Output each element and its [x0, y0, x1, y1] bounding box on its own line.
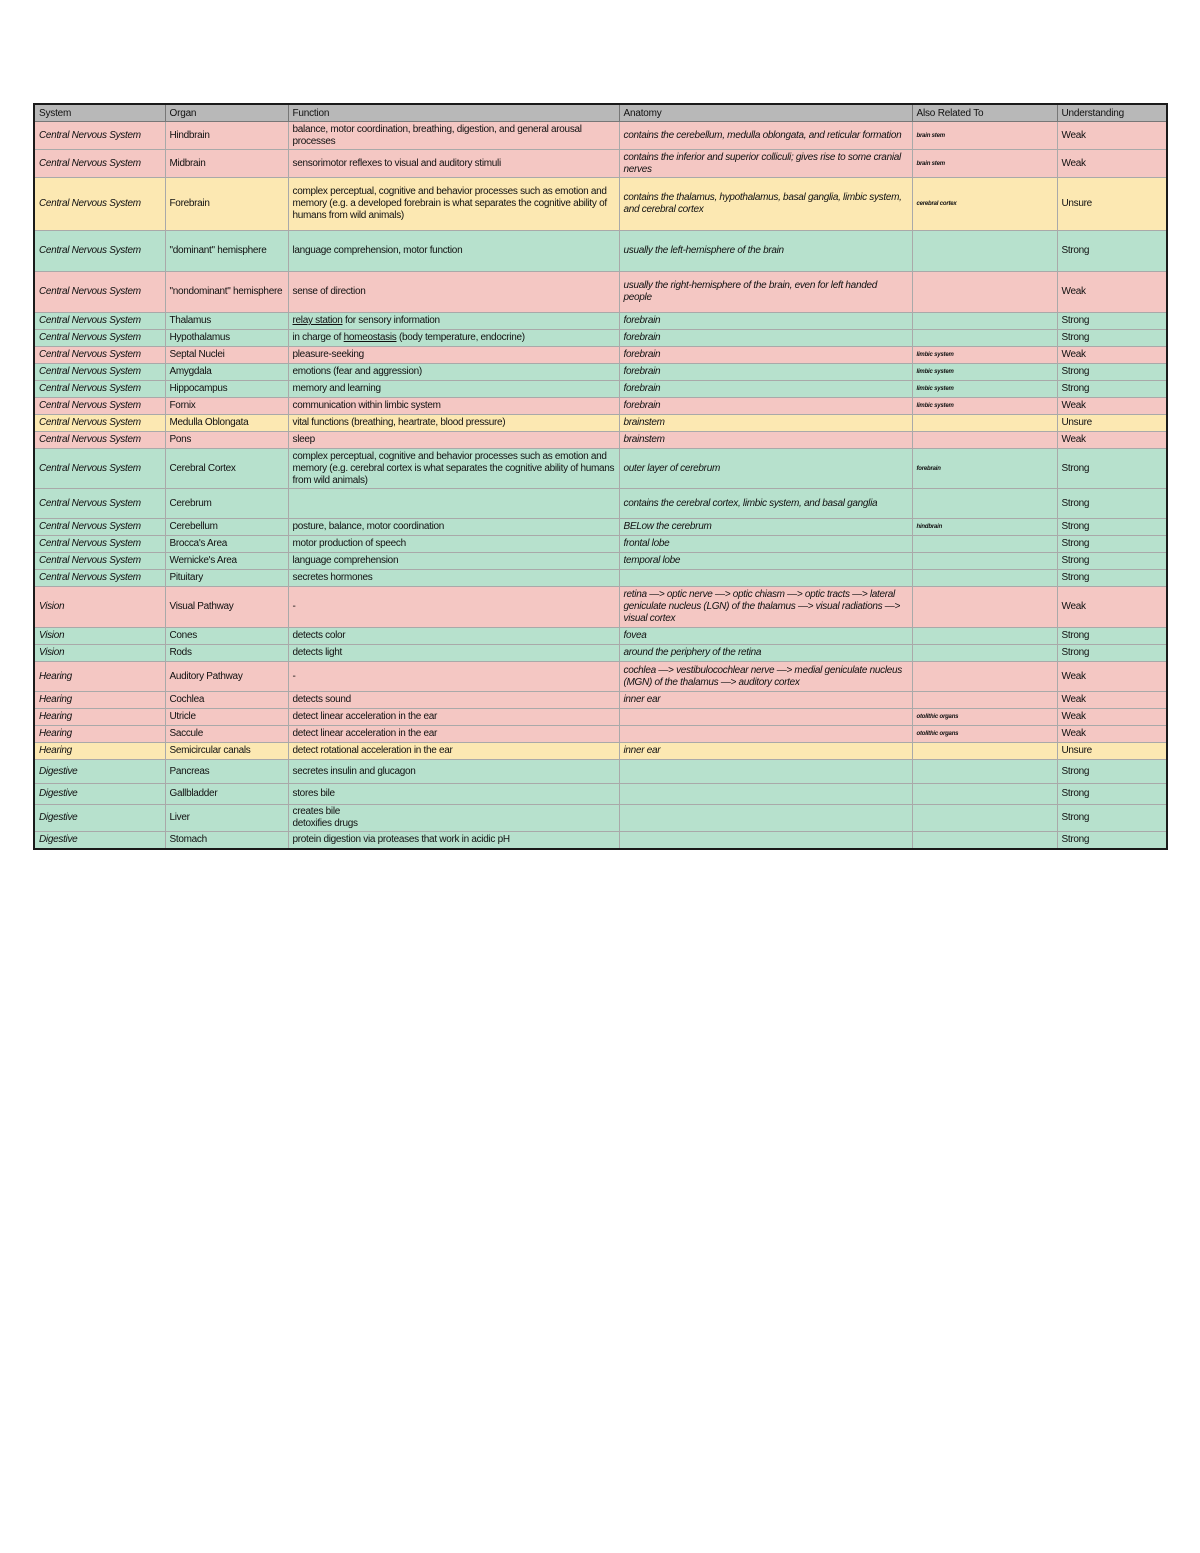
cell-function[interactable]: detects light: [288, 645, 619, 662]
cell-related[interactable]: [912, 570, 1057, 587]
cell-organ[interactable]: Visual Pathway: [165, 587, 288, 628]
cell-system[interactable]: Central Nervous System: [34, 178, 165, 231]
cell-related[interactable]: [912, 432, 1057, 449]
cell-function[interactable]: detects sound: [288, 692, 619, 709]
cell-system[interactable]: Hearing: [34, 709, 165, 726]
cell-function[interactable]: emotions (fear and aggression): [288, 364, 619, 381]
cell-anatomy[interactable]: [619, 760, 912, 784]
cell-system[interactable]: Central Nervous System: [34, 415, 165, 432]
table-row: [34, 347, 1167, 364]
cell-related[interactable]: [912, 313, 1057, 330]
table-row: [34, 313, 1167, 330]
cell-related[interactable]: forebrain: [912, 449, 1057, 489]
cell-anatomy[interactable]: forebrain: [619, 313, 912, 330]
cell-understanding[interactable]: Strong: [1057, 313, 1167, 330]
cell-understanding[interactable]: Weak: [1057, 122, 1167, 150]
cell-anatomy[interactable]: outer layer of cerebrum: [619, 449, 912, 489]
cell-function[interactable]: -: [288, 587, 619, 628]
table-row: [34, 330, 1167, 347]
cell-related[interactable]: [912, 330, 1057, 347]
table-row: [34, 645, 1167, 662]
cell-related[interactable]: [912, 272, 1057, 313]
cell-related[interactable]: [912, 628, 1057, 645]
cell-organ[interactable]: Hindbrain: [165, 122, 288, 150]
cell-understanding[interactable]: Weak: [1057, 347, 1167, 364]
cell-system[interactable]: Central Nervous System: [34, 150, 165, 178]
cell-organ[interactable]: Midbrain: [165, 150, 288, 178]
cell-function[interactable]: memory and learning: [288, 381, 619, 398]
cell-anatomy[interactable]: forebrain: [619, 330, 912, 347]
cell-system[interactable]: Central Nervous System: [34, 432, 165, 449]
cell-organ[interactable]: Thalamus: [165, 313, 288, 330]
table-row: [34, 415, 1167, 432]
cell-function[interactable]: creates bile detoxifies drugs: [288, 805, 619, 832]
cell-organ[interactable]: "dominant" hemisphere: [165, 231, 288, 272]
cell-function[interactable]: detect linear acceleration in the ear: [288, 709, 619, 726]
cell-anatomy[interactable]: brainstem: [619, 415, 912, 432]
function-text: for sensory information: [342, 315, 440, 326]
function-keyword: homeostasis: [343, 332, 397, 343]
cell-function[interactable]: vital functions (breathing, heartrate, blood pressure): [288, 415, 619, 432]
cell-organ[interactable]: Cerebrum: [165, 489, 288, 519]
cell-understanding[interactable]: Strong: [1057, 449, 1167, 489]
cell-function[interactable]: secretes hormones: [288, 570, 619, 587]
table-row: [34, 709, 1167, 726]
cell-understanding[interactable]: Strong: [1057, 381, 1167, 398]
cell-system[interactable]: Central Nervous System: [34, 536, 165, 553]
cell-organ[interactable]: Pituitary: [165, 570, 288, 587]
cell-understanding[interactable]: Weak: [1057, 692, 1167, 709]
cell-function[interactable]: balance, motor coordination, breathing, digestion, and general arousal processes: [288, 122, 619, 150]
col-header-organ[interactable]: Organ: [165, 104, 288, 122]
cell-organ[interactable]: Medulla Oblongata: [165, 415, 288, 432]
cell-system[interactable]: Hearing: [34, 692, 165, 709]
cell-understanding[interactable]: Strong: [1057, 832, 1167, 849]
cell-understanding[interactable]: Strong: [1057, 519, 1167, 536]
cell-understanding[interactable]: Strong: [1057, 570, 1167, 587]
cell-understanding[interactable]: Weak: [1057, 432, 1167, 449]
table-row: [34, 398, 1167, 415]
cell-understanding[interactable]: Weak: [1057, 726, 1167, 743]
cell-function[interactable]: language comprehension: [288, 553, 619, 570]
cell-anatomy[interactable]: contains the cerebral cortex, limbic system, and basal ganglia: [619, 489, 912, 519]
cell-organ[interactable]: Hypothalamus: [165, 330, 288, 347]
table-row: [34, 364, 1167, 381]
cell-organ[interactable]: Liver: [165, 805, 288, 832]
cell-system[interactable]: Central Nervous System: [34, 364, 165, 381]
cell-function[interactable]: sleep: [288, 432, 619, 449]
cell-understanding[interactable]: Weak: [1057, 662, 1167, 692]
cell-related[interactable]: brain stem: [912, 150, 1057, 178]
cell-anatomy[interactable]: usually the left-hemisphere of the brain: [619, 231, 912, 272]
cell-organ[interactable]: "nondominant" hemisphere: [165, 272, 288, 313]
table-row: [34, 662, 1167, 692]
cell-organ[interactable]: Utricle: [165, 709, 288, 726]
function-text: in charge of: [292, 332, 344, 343]
cell-function[interactable]: detects color: [288, 628, 619, 645]
cell-understanding[interactable]: Weak: [1057, 398, 1167, 415]
cell-anatomy[interactable]: contains the cerebellum, medulla oblongata, and reticular formation: [619, 122, 912, 150]
cell-anatomy[interactable]: forebrain: [619, 347, 912, 364]
table-row: [34, 726, 1167, 743]
cell-system[interactable]: Central Nervous System: [34, 272, 165, 313]
cell-system[interactable]: Vision: [34, 628, 165, 645]
cell-organ[interactable]: Cones: [165, 628, 288, 645]
cell-understanding[interactable]: Strong: [1057, 536, 1167, 553]
col-header-anatomy[interactable]: Anatomy: [619, 104, 912, 122]
cell-system[interactable]: Digestive: [34, 832, 165, 849]
cell-function[interactable]: pleasure-seeking: [288, 347, 619, 364]
cell-related[interactable]: brain stem: [912, 122, 1057, 150]
cell-function[interactable]: [288, 313, 619, 330]
cell-anatomy[interactable]: forebrain: [619, 381, 912, 398]
header-row: [34, 104, 1167, 122]
cell-anatomy[interactable]: contains the thalamus, hypothalamus, basal ganglia, limbic system, and cerebral cortex: [619, 178, 912, 231]
cell-function[interactable]: detect rotational acceleration in the ear: [288, 743, 619, 760]
table-row: [34, 489, 1167, 519]
cell-function[interactable]: -: [288, 662, 619, 692]
cell-system[interactable]: Central Nervous System: [34, 449, 165, 489]
cell-organ[interactable]: Brocca's Area: [165, 536, 288, 553]
cell-function[interactable]: detect linear acceleration in the ear: [288, 726, 619, 743]
cell-related[interactable]: hindbrain: [912, 519, 1057, 536]
cell-system[interactable]: Digestive: [34, 805, 165, 832]
cell-system[interactable]: Digestive: [34, 784, 165, 805]
table-row: [34, 178, 1167, 231]
cell-anatomy[interactable]: fovea: [619, 628, 912, 645]
table-row: [34, 692, 1167, 709]
cell-system[interactable]: Central Nervous System: [34, 519, 165, 536]
cell-understanding[interactable]: Strong: [1057, 805, 1167, 832]
cell-related[interactable]: limbic system: [912, 381, 1057, 398]
cell-system[interactable]: Central Nervous System: [34, 553, 165, 570]
cell-organ[interactable]: Pons: [165, 432, 288, 449]
cell-related[interactable]: [912, 662, 1057, 692]
cell-anatomy[interactable]: [619, 832, 912, 849]
cell-understanding[interactable]: Strong: [1057, 628, 1167, 645]
table-row: [34, 272, 1167, 313]
table-row: [34, 832, 1167, 849]
cell-anatomy[interactable]: forebrain: [619, 364, 912, 381]
table-row: [34, 784, 1167, 805]
cell-system[interactable]: Central Nervous System: [34, 489, 165, 519]
table-row: [34, 122, 1167, 150]
cell-related[interactable]: otolithic organs: [912, 709, 1057, 726]
cell-understanding[interactable]: Strong: [1057, 784, 1167, 805]
cell-related[interactable]: limbic system: [912, 347, 1057, 364]
cell-related[interactable]: [912, 784, 1057, 805]
cell-organ[interactable]: Cochlea: [165, 692, 288, 709]
cell-related[interactable]: [912, 805, 1057, 832]
cell-understanding[interactable]: Strong: [1057, 553, 1167, 570]
cell-function[interactable]: language comprehension, motor function: [288, 231, 619, 272]
cell-understanding[interactable]: Strong: [1057, 645, 1167, 662]
cell-system[interactable]: Vision: [34, 645, 165, 662]
cell-anatomy[interactable]: [619, 805, 912, 832]
cell-understanding[interactable]: Strong: [1057, 364, 1167, 381]
cell-system[interactable]: Central Nervous System: [34, 398, 165, 415]
cell-understanding[interactable]: Weak: [1057, 587, 1167, 628]
cell-organ[interactable]: Auditory Pathway: [165, 662, 288, 692]
cell-understanding[interactable]: Strong: [1057, 760, 1167, 784]
cell-organ[interactable]: Semicircular canals: [165, 743, 288, 760]
table-row: [34, 231, 1167, 272]
cell-related[interactable]: [912, 231, 1057, 272]
table-row: [34, 519, 1167, 536]
cell-system[interactable]: Digestive: [34, 760, 165, 784]
cell-anatomy[interactable]: frontal lobe: [619, 536, 912, 553]
col-header-understanding[interactable]: Understanding: [1057, 104, 1167, 122]
cell-understanding[interactable]: Strong: [1057, 330, 1167, 347]
cell-system[interactable]: Central Nervous System: [34, 570, 165, 587]
cell-understanding[interactable]: Weak: [1057, 709, 1167, 726]
cell-system[interactable]: Hearing: [34, 662, 165, 692]
cell-function[interactable]: motor production of speech: [288, 536, 619, 553]
cell-anatomy[interactable]: [619, 709, 912, 726]
table-row: [34, 760, 1167, 784]
cell-organ[interactable]: Hippocampus: [165, 381, 288, 398]
cell-related[interactable]: [912, 415, 1057, 432]
cell-system[interactable]: Central Nervous System: [34, 231, 165, 272]
cell-related[interactable]: [912, 587, 1057, 628]
cell-anatomy[interactable]: BELow the cerebrum: [619, 519, 912, 536]
cell-anatomy[interactable]: cochlea —> vestibulocochlear nerve —> medial geniculate nucleus (MGN) of the thalamus —> auditory cortex: [619, 662, 912, 692]
cell-function[interactable]: stores bile: [288, 784, 619, 805]
cell-related[interactable]: [912, 743, 1057, 760]
cell-understanding[interactable]: Strong: [1057, 231, 1167, 272]
table-row: [34, 805, 1167, 832]
cell-organ[interactable]: Wernicke's Area: [165, 553, 288, 570]
cell-related[interactable]: limbic system: [912, 364, 1057, 381]
cell-anatomy[interactable]: temporal lobe: [619, 553, 912, 570]
cell-anatomy[interactable]: [619, 726, 912, 743]
cell-anatomy[interactable]: retina —> optic nerve —> optic chiasm —> optic tracts —> lateral geniculate nucleus (LGN) of the thalamus —> visual radiations —> visual cortex: [619, 587, 912, 628]
cell-related[interactable]: [912, 832, 1057, 849]
cell-anatomy[interactable]: [619, 570, 912, 587]
table-row: [34, 570, 1167, 587]
cell-organ[interactable]: Forebrain: [165, 178, 288, 231]
cell-function[interactable]: [288, 330, 619, 347]
cell-organ[interactable]: Fornix: [165, 398, 288, 415]
cell-related[interactable]: [912, 553, 1057, 570]
cell-understanding[interactable]: Unsure: [1057, 415, 1167, 432]
cell-related[interactable]: otolithic organs: [912, 726, 1057, 743]
cell-related[interactable]: [912, 760, 1057, 784]
table-row: [34, 536, 1167, 553]
table-row: [34, 381, 1167, 398]
cell-function[interactable]: sense of direction: [288, 272, 619, 313]
cell-related[interactable]: [912, 536, 1057, 553]
function-keyword: relay station: [292, 315, 343, 326]
cell-understanding[interactable]: Weak: [1057, 150, 1167, 178]
cell-system[interactable]: Hearing: [34, 743, 165, 760]
cell-organ[interactable]: Rods: [165, 645, 288, 662]
cell-organ[interactable]: Gallbladder: [165, 784, 288, 805]
cell-organ[interactable]: Saccule: [165, 726, 288, 743]
cell-anatomy[interactable]: brainstem: [619, 432, 912, 449]
table-row: [34, 150, 1167, 178]
cell-anatomy[interactable]: forebrain: [619, 398, 912, 415]
cell-system[interactable]: Central Nervous System: [34, 347, 165, 364]
table-row: [34, 743, 1167, 760]
table-row: [34, 553, 1167, 570]
cell-system[interactable]: Central Nervous System: [34, 313, 165, 330]
cell-organ[interactable]: Cerebral Cortex: [165, 449, 288, 489]
cell-anatomy[interactable]: usually the right-hemisphere of the brain, even for left handed people: [619, 272, 912, 313]
cell-anatomy[interactable]: inner ear: [619, 692, 912, 709]
cell-system[interactable]: Central Nervous System: [34, 330, 165, 347]
cell-function[interactable]: posture, balance, motor coordination: [288, 519, 619, 536]
function-text: (body temperature, endocrine): [396, 332, 525, 343]
organ-study-table: [33, 103, 1168, 850]
cell-system[interactable]: Central Nervous System: [34, 122, 165, 150]
cell-understanding[interactable]: Unsure: [1057, 743, 1167, 760]
cell-organ[interactable]: Cerebellum: [165, 519, 288, 536]
cell-system[interactable]: Vision: [34, 587, 165, 628]
cell-function[interactable]: [288, 489, 619, 519]
table-row: [34, 449, 1167, 489]
cell-organ[interactable]: Stomach: [165, 832, 288, 849]
col-header-function[interactable]: Function: [288, 104, 619, 122]
cell-understanding[interactable]: Weak: [1057, 272, 1167, 313]
cell-system[interactable]: Hearing: [34, 726, 165, 743]
cell-anatomy[interactable]: around the periphery of the retina: [619, 645, 912, 662]
col-header-system[interactable]: System: [34, 104, 165, 122]
cell-function[interactable]: sensorimotor reflexes to visual and auditory stimuli: [288, 150, 619, 178]
cell-related[interactable]: [912, 489, 1057, 519]
cell-function[interactable]: communication within limbic system: [288, 398, 619, 415]
cell-function[interactable]: complex perceptual, cognitive and behavior processes such as emotion and memory (e.g. a developed forebrain is what separates the cognitive ability of humans from wild animals): [288, 178, 619, 231]
cell-organ[interactable]: Amygdala: [165, 364, 288, 381]
cell-related[interactable]: [912, 645, 1057, 662]
cell-function[interactable]: protein digestion via proteases that work in acidic pH: [288, 832, 619, 849]
cell-anatomy[interactable]: [619, 784, 912, 805]
table-row: [34, 628, 1167, 645]
cell-related[interactable]: cerebral cortex: [912, 178, 1057, 231]
cell-function[interactable]: complex perceptual, cognitive and behavior processes such as emotion and memory (e.g. cerebral cortex is what separates the cognitive ability of humans from wild animals): [288, 449, 619, 489]
cell-anatomy[interactable]: contains the inferior and superior colliculi; gives rise to some cranial nerves: [619, 150, 912, 178]
cell-anatomy[interactable]: inner ear: [619, 743, 912, 760]
col-header-related[interactable]: Also Related To: [912, 104, 1057, 122]
cell-understanding[interactable]: Unsure: [1057, 178, 1167, 231]
cell-related[interactable]: [912, 692, 1057, 709]
cell-function[interactable]: secretes insulin and glucagon: [288, 760, 619, 784]
cell-understanding[interactable]: Strong: [1057, 489, 1167, 519]
cell-organ[interactable]: Septal Nuclei: [165, 347, 288, 364]
cell-system[interactable]: Central Nervous System: [34, 381, 165, 398]
table-row: [34, 432, 1167, 449]
table-row: [34, 587, 1167, 628]
cell-related[interactable]: limbic system: [912, 398, 1057, 415]
cell-organ[interactable]: Pancreas: [165, 760, 288, 784]
